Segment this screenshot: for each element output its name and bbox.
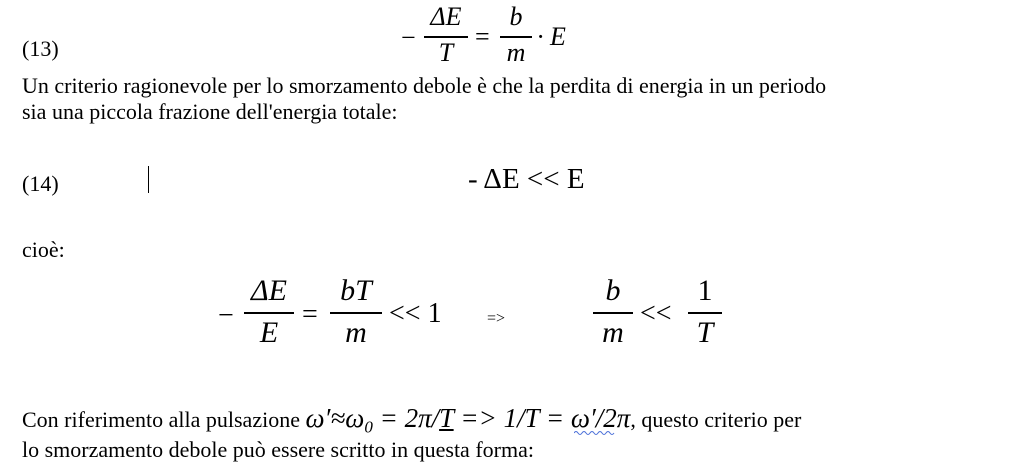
eq15-fraction-delta-e-over-e xyxy=(244,274,294,354)
eq13-numerator: ΔE xyxy=(430,2,462,31)
paragraph-2-line-1 xyxy=(22,405,801,440)
equation-14-label: (14) xyxy=(22,171,59,196)
spellcheck-squiggle xyxy=(574,430,616,435)
eq14-expression: - ΔE << E xyxy=(468,163,585,195)
eq15-f1-numerator: ΔE xyxy=(251,274,287,307)
eq15-f3-denominator: m xyxy=(602,316,624,349)
eq15-f3-numerator: b xyxy=(605,274,621,307)
eq15-f4-numerator: 1 xyxy=(697,274,713,307)
paragraph-2-outro-text: , questo criterio per xyxy=(630,407,802,432)
equation-13-label: (13) xyxy=(22,36,59,61)
eq15-much-less-than: << xyxy=(640,298,672,329)
eq15-f2-numerator: bT xyxy=(340,274,372,307)
omega-symbol: ω xyxy=(345,403,365,433)
paragraph-2-line-2: lo smorzamento debole può essere scritto in questa forma: xyxy=(22,437,534,462)
fraction-bar xyxy=(593,312,633,314)
two-pi-over: = 2π/ xyxy=(372,403,440,433)
eq13-fraction-delta-e-over-t xyxy=(424,2,468,72)
eq13-denominator: T xyxy=(438,38,454,67)
eq13-b: b xyxy=(509,2,523,31)
cioe-label: cioè: xyxy=(22,237,65,262)
fraction-bar xyxy=(330,312,382,314)
eq13-dot-e: · E xyxy=(537,22,566,51)
fraction-bar xyxy=(244,312,294,314)
eq15-f2-denominator: m xyxy=(345,316,367,349)
eq15-fraction-bt-over-m xyxy=(330,274,382,354)
underlined-t: T xyxy=(439,403,454,433)
paragraph-2-intro-text: Con riferimento alla pulsazione xyxy=(22,407,306,432)
eq15-minus-sign: − xyxy=(218,300,234,331)
omega-subscript-zero: 0 xyxy=(364,417,373,437)
paragraph-1-line-2: sia una piccola frazione dell'energia totale: xyxy=(22,99,398,124)
eq15-fraction-b-over-m xyxy=(593,274,633,354)
text-cursor xyxy=(148,166,149,193)
eq13-minus-sign: − xyxy=(401,23,416,52)
paragraph-1-line-1: Un criterio ragionevole per lo smorzamento debole è che la perdita di energia in un periodo xyxy=(22,73,827,98)
eq15-implies-arrow: => xyxy=(487,310,506,327)
omega-prime-approx: ω′≈ xyxy=(305,403,346,433)
eq13-m: m xyxy=(506,38,526,67)
eq15-fraction-one-over-t xyxy=(688,274,722,354)
eq15-f4-denominator: T xyxy=(696,316,714,349)
inverse-t-relation: => 1/T = ω′/2π xyxy=(453,403,631,433)
eq15-equals-sign: = xyxy=(302,299,318,330)
eq15-much-less-than-one: << 1 xyxy=(389,298,442,329)
eq13-equals-sign: = xyxy=(475,22,490,51)
eq13-fraction-b-over-m xyxy=(500,2,532,72)
fraction-bar xyxy=(688,312,722,314)
eq15-f1-denominator: E xyxy=(259,316,279,349)
